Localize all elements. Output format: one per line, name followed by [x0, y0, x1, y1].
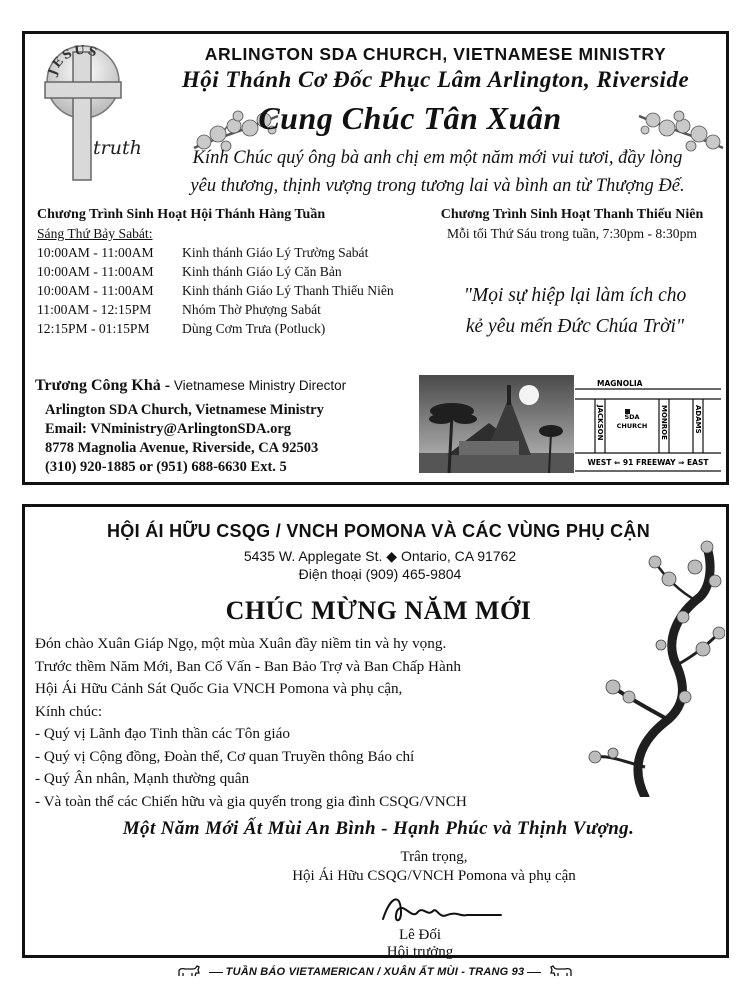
church-ad [22, 31, 729, 485]
association-ad [22, 504, 729, 958]
signature [377, 889, 507, 929]
body-line: Kính chúc: [35, 702, 103, 720]
youth-schedule-detail: Mỗi tối Thứ Sáu trong tuần, 7:30pm - 8:30pm [447, 226, 697, 241]
contact-block [35, 377, 425, 477]
body-line: Đón chào Xuân Giáp Ngọ, một mùa Xuân đầy niềm tin và hy vọng. [35, 635, 447, 652]
church-title-en: ARLINGTON SDA CHURCH, VIETNAMESE MINISTRY [204, 44, 667, 64]
goat-icon [548, 964, 574, 980]
weekly-schedule-heading: Chương Trình Sinh Hoạt Hội Thánh Hàng Tuần [37, 207, 326, 222]
plum-branch-icon [585, 537, 725, 797]
director-name: Trương Công Khả - [35, 377, 171, 394]
church-org: Arlington SDA Church, Vietnamese Ministry [45, 402, 324, 418]
schedule-row: 10:00AM - 11:00AM Kinh thánh Giáo Lý Căn Bản [37, 264, 342, 279]
footer-text: TUẦN BÁO VIETAMERICAN / XUÂN ẤT MÙI - TRANG 93 [225, 965, 525, 978]
church-photo [419, 375, 574, 473]
weekly-schedule-subheading: Sáng Thứ Bảy Sabát: [37, 226, 153, 241]
truth-text: truth [93, 137, 142, 159]
director-role: Vietnamese Ministry Director [170, 378, 347, 393]
svg-text:SDA: SDA [624, 413, 640, 421]
youth-schedule-heading: Chương Trình Sinh Hoạt Thanh Thiếu Niên [440, 207, 704, 222]
closing: Trân trọng, Hội Ái Hữu CSQG/VNCH Pomona và phụ cận [292, 849, 576, 884]
association-name: HỘI ÁI HỮU CSQG / VNCH POMONA VÀ CÁC VÙNG PHỤ CẬN [107, 521, 650, 541]
body-line: Hội Ái Hữu Cảnh Sát Quốc Gia VNCH Pomona và phụ cận, [35, 680, 403, 697]
church-phone: (310) 920-1885 or (951) 688-6630 Ext. 5 [45, 459, 287, 475]
church-address: 8778 Magnolia Avenue, Riverside, CA 92503 [45, 440, 319, 456]
new-year-wish: Kính Chúc quý ông bà anh chị em một năm mới vui tươi, đầy lòng yêu thương, thịnh vượng trong tương lai và bình an từ Thượng Đế. [190, 148, 685, 196]
schedule-row: 11:00AM - 12:15PM Nhóm Thờ Phượng Sabát [37, 302, 321, 317]
body-line: - Và toàn thể các Chiến hữu và gia quyến trong gia đình CSQG/VNCH [35, 792, 467, 810]
youth-schedule [417, 205, 727, 243]
association-contact [125, 547, 635, 583]
jesus-truth-cross-icon [35, 42, 145, 182]
signer-name: Lê Đối [398, 927, 442, 943]
svg-text:MAGNOLIA: MAGNOLIA [597, 379, 643, 388]
schedule-row: 10:00AM - 11:00AM Kinh thánh Giáo Lý Trường Sabát [37, 245, 369, 260]
svg-text:JACKSON: JACKSON [596, 405, 604, 441]
svg-text:JESUS: JESUS [45, 42, 101, 77]
svg-text:ADAMS: ADAMS [694, 405, 702, 434]
svg-text:WEST ⇐ 91 FREEWAY ⇒ EAST: WEST ⇐ 91 FREEWAY ⇒ EAST [587, 458, 709, 467]
new-year-slogan: Một Năm Mới Ất Mùi An Bình - Hạnh Phúc và Thịnh Vượng. [122, 818, 635, 839]
schedule-row: 10:00AM - 11:00AM Kinh thánh Giáo Lý Thanh Thiếu Niên [37, 283, 394, 298]
weekly-schedule [37, 205, 422, 338]
svg-text:CHURCH: CHURCH [616, 422, 648, 430]
page-footer [0, 964, 750, 980]
schedule-row: 12:15PM - 01:15PM Dùng Cơm Trưa (Potluck) [37, 321, 326, 336]
body-line: Trước thềm Năm Mới, Ban Cố Vấn - Ban Bảo Trợ và Ban Chấp Hành [35, 657, 461, 675]
greeting-body [35, 633, 595, 813]
greeting-headline: Cung Chúc Tân Xuân [258, 100, 562, 136]
signer [355, 927, 485, 961]
bible-quote: "Mọi sự hiệp lại làm ích cho kẻ yêu mến Đức Chúa Trời" [463, 285, 687, 337]
church-email: Email: VNministry@ArlingtonSDA.org [45, 421, 292, 437]
body-line: - Quý Ân nhân, Mạnh thường quân [35, 770, 250, 787]
association-address: 5435 W. Applegate St. ◆ Ontario, CA 91762 [243, 548, 517, 564]
goat-icon [176, 964, 202, 980]
body-line: - Quý vị Lãnh đạo Tinh thần các Tôn giáo [35, 725, 290, 742]
location-map [575, 375, 721, 473]
svg-text:MONROE: MONROE [660, 405, 668, 440]
church-title-vi: Hội Thánh Cơ Đốc Phục Lâm Arlington, Riverside [181, 67, 690, 92]
signer-title: Hội trưởng [386, 944, 454, 960]
body-line: - Quý vị Cộng đồng, Đoàn thể, Cơ quan Truyền thông Báo chí [35, 747, 415, 765]
association-phone: Điện thoại (909) 465-9804 [298, 566, 462, 582]
new-year-headline: CHÚC MỪNG NĂM MỚI [225, 596, 532, 625]
